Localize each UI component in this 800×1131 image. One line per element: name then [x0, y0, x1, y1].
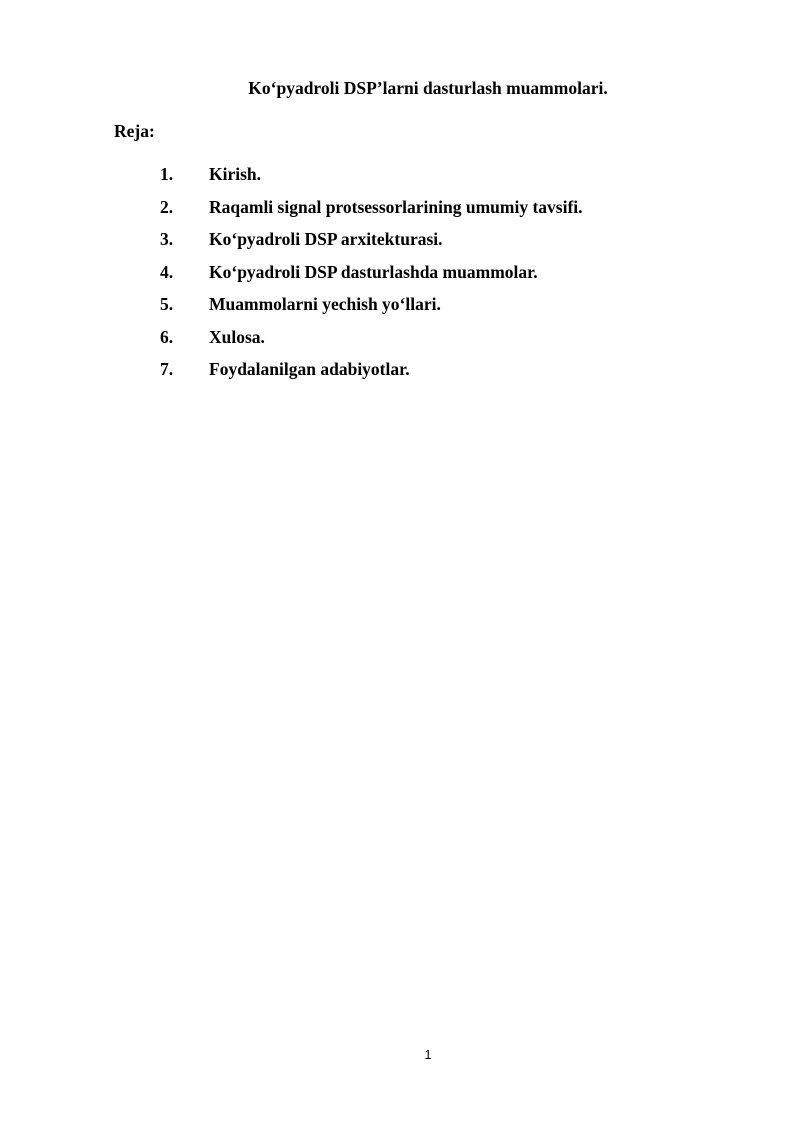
plan-item-number: 5. — [160, 294, 174, 314]
plan-item — [160, 228, 583, 261]
plan-item — [160, 261, 583, 294]
plan-list — [160, 163, 583, 391]
plan-item-number: 4. — [160, 261, 174, 282]
plan-heading: Reja: — [114, 121, 155, 141]
plan-item-number: 3. — [160, 229, 174, 249]
plan-item-text: Muammolarni yechish yo‘llari. — [209, 294, 441, 314]
plan-item-number: 7. — [160, 359, 174, 379]
plan-item-text: Raqamli signal protsessorlarining umumiy tavsifi. — [209, 196, 583, 217]
plan-item — [160, 293, 583, 326]
plan-item-text: Xulosa. — [209, 326, 265, 347]
plan-item-number: 2. — [160, 196, 174, 217]
plan-item-text: Kirish. — [209, 164, 262, 184]
plan-item-text: Foydalanilgan adabiyotlar. — [209, 359, 410, 379]
plan-item-number: 6. — [160, 326, 174, 347]
plan-item-number: 1. — [160, 164, 174, 184]
plan-item — [160, 196, 583, 229]
plan-item-text: Ko‘pyadroli DSP arxitekturasi. — [209, 229, 443, 249]
page-number: 1 — [424, 1048, 432, 1062]
plan-item — [160, 163, 583, 196]
plan-item — [160, 326, 583, 359]
plan-item-text: Ko‘pyadroli DSP dasturlashda muammolar. — [209, 261, 538, 282]
plan-item — [160, 358, 583, 391]
document-title: Ko‘pyadroli DSP’larni dasturlash muammolari. — [248, 78, 608, 98]
